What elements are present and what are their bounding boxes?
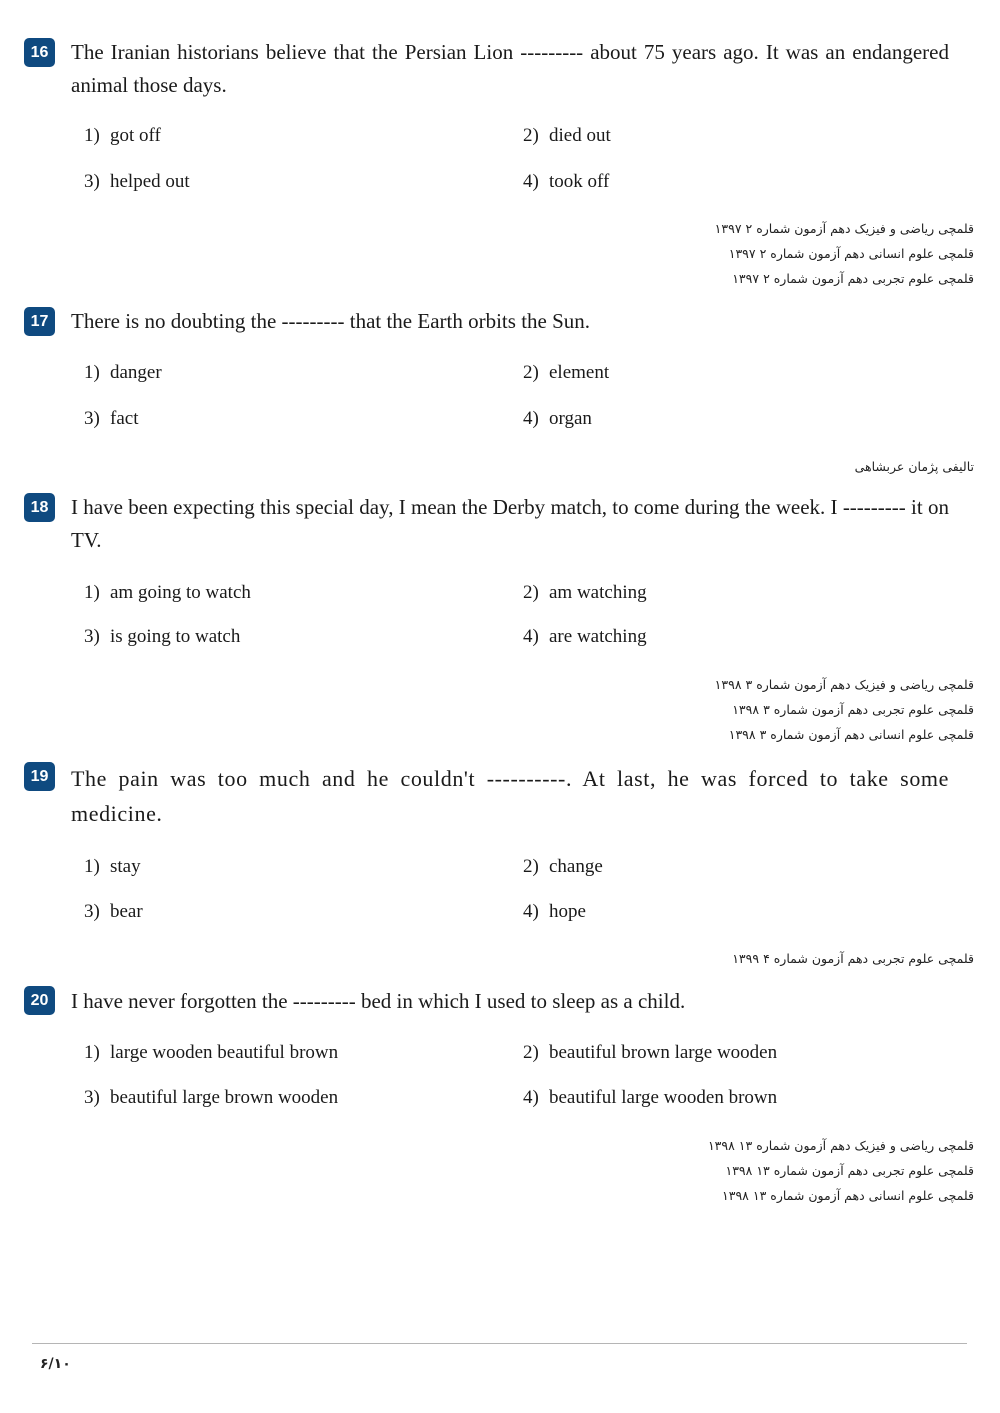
option-number: 1) bbox=[84, 856, 100, 877]
option-text: element bbox=[549, 362, 610, 383]
question-number-badge: 20 bbox=[24, 986, 55, 1015]
option-text: hope bbox=[549, 901, 586, 922]
option-4[interactable] bbox=[523, 170, 609, 194]
option-1[interactable] bbox=[84, 1041, 338, 1065]
option-text: took off bbox=[549, 171, 610, 192]
source-line: قلمچی علوم تجربی دهم آزمون شماره ۳ ۱۳۹۸ bbox=[732, 702, 974, 717]
source-line: قلمچی علوم انسانی دهم آزمون شماره ۳ ۱۳۹۸ bbox=[728, 727, 974, 742]
question-number-badge: 16 bbox=[24, 38, 55, 67]
option-number: 2) bbox=[523, 125, 539, 146]
option-text: stay bbox=[110, 856, 141, 877]
option-text: are watching bbox=[549, 626, 647, 647]
source-line: قلمچی ریاضی و فیزیک دهم آزمون شماره ۲ ۱۳۹۷ bbox=[714, 221, 974, 236]
option-2[interactable] bbox=[523, 1041, 777, 1065]
option-text: bear bbox=[110, 901, 143, 922]
source-line: تالیفی پژمان عربشاهی bbox=[854, 459, 974, 474]
question-stem: I have been expecting this special day, I mean the Derby match, to come during the week. I --------- it on TV. bbox=[71, 495, 949, 552]
option-1[interactable] bbox=[84, 361, 162, 385]
option-3[interactable] bbox=[84, 407, 138, 431]
option-number: 1) bbox=[84, 362, 100, 383]
option-4[interactable] bbox=[523, 407, 592, 431]
option-3[interactable] bbox=[84, 900, 143, 924]
option-number: 2) bbox=[523, 362, 539, 383]
option-2[interactable] bbox=[523, 124, 611, 148]
option-number: 2) bbox=[523, 582, 539, 603]
option-number: 1) bbox=[84, 582, 100, 603]
option-text: danger bbox=[110, 362, 162, 383]
option-text: fact bbox=[110, 408, 139, 429]
option-text: beautiful large wooden brown bbox=[549, 1087, 778, 1108]
option-text: change bbox=[549, 856, 603, 877]
source-line: قلمچی علوم تجربی دهم آزمون شماره ۴ ۱۳۹۹ bbox=[732, 951, 974, 966]
footer-divider bbox=[32, 1343, 967, 1344]
option-number: 3) bbox=[84, 408, 100, 429]
option-2[interactable] bbox=[523, 581, 647, 605]
question-number-badge: 19 bbox=[24, 762, 55, 791]
option-text: died out bbox=[549, 125, 611, 146]
page-number: ۶/۱۰ bbox=[40, 1356, 71, 1372]
option-text: large wooden beautiful brown bbox=[110, 1042, 339, 1063]
option-4[interactable] bbox=[523, 1086, 777, 1110]
option-2[interactable] bbox=[523, 855, 603, 879]
option-number: 3) bbox=[84, 626, 100, 647]
source-references bbox=[715, 672, 974, 747]
source-references bbox=[708, 1133, 974, 1208]
option-1[interactable] bbox=[84, 855, 141, 879]
question-stem: The pain was too much and he couldn't ----------. At last, he was forced to take some medicine. bbox=[71, 766, 949, 826]
option-number: 1) bbox=[84, 125, 100, 146]
option-text: am going to watch bbox=[110, 582, 251, 603]
source-line: قلمچی علوم تجربی دهم آزمون شماره ۱۳ ۱۳۹۸ bbox=[725, 1163, 974, 1178]
option-text: got off bbox=[110, 125, 161, 146]
source-line: قلمچی ریاضی و فیزیک دهم آزمون شماره ۱۳ ۱۳۹۸ bbox=[707, 1138, 974, 1153]
option-1[interactable] bbox=[84, 581, 251, 605]
option-number: 4) bbox=[523, 1087, 539, 1108]
option-text: beautiful brown large wooden bbox=[549, 1042, 778, 1063]
option-number: 2) bbox=[523, 1042, 539, 1063]
question-number-badge: 17 bbox=[24, 307, 55, 336]
option-number: 3) bbox=[84, 901, 100, 922]
option-text: is going to watch bbox=[110, 626, 241, 647]
option-text: organ bbox=[549, 408, 592, 429]
option-3[interactable] bbox=[84, 170, 190, 194]
question-stem: I have never forgotten the --------- bed in which I used to sleep as a child. bbox=[71, 989, 686, 1013]
option-3[interactable] bbox=[84, 625, 240, 649]
question-stem: There is no doubting the --------- that the Earth orbits the Sun. bbox=[71, 309, 591, 333]
option-number: 4) bbox=[523, 901, 539, 922]
option-number: 4) bbox=[523, 171, 539, 192]
option-text: beautiful large brown wooden bbox=[110, 1087, 339, 1108]
question-stem: The Iranian historians believe that the Persian Lion --------- about 75 years ago. It was an endangered animal those days. bbox=[71, 40, 949, 97]
option-number: 3) bbox=[84, 171, 100, 192]
source-line: قلمچی ریاضی و فیزیک دهم آزمون شماره ۳ ۱۳۹۸ bbox=[714, 677, 974, 692]
option-4[interactable] bbox=[523, 900, 586, 924]
option-number: 4) bbox=[523, 408, 539, 429]
option-text: helped out bbox=[110, 171, 190, 192]
source-references bbox=[855, 454, 974, 479]
option-number: 4) bbox=[523, 626, 539, 647]
source-references bbox=[732, 946, 974, 971]
option-number: 1) bbox=[84, 1042, 100, 1063]
option-text: am watching bbox=[549, 582, 647, 603]
option-3[interactable] bbox=[84, 1086, 338, 1110]
question-number-badge: 18 bbox=[24, 493, 55, 522]
option-1[interactable] bbox=[84, 124, 161, 148]
option-4[interactable] bbox=[523, 625, 647, 649]
source-line: قلمچی علوم تجربی دهم آزمون شماره ۲ ۱۳۹۷ bbox=[732, 271, 974, 286]
option-number: 3) bbox=[84, 1087, 100, 1108]
option-2[interactable] bbox=[523, 361, 609, 385]
option-number: 2) bbox=[523, 856, 539, 877]
source-line: قلمچی علوم انسانی دهم آزمون شماره ۱۳ ۱۳۹۸ bbox=[722, 1188, 974, 1203]
source-line: قلمچی علوم انسانی دهم آزمون شماره ۲ ۱۳۹۷ bbox=[728, 246, 974, 261]
source-references bbox=[715, 216, 974, 291]
